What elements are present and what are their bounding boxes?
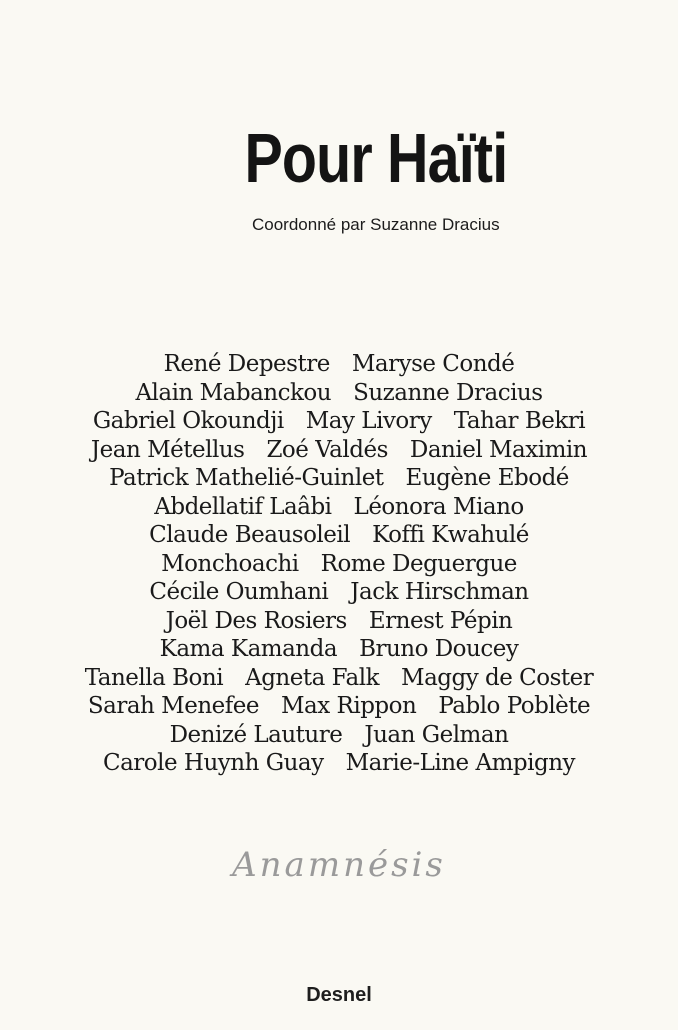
- author-name: René Depestre: [163, 351, 330, 377]
- author-row: [0, 692, 678, 721]
- author-list: [0, 350, 678, 778]
- book-subtitle: Coordonné par Suzanne Dracius: [252, 215, 500, 234]
- book-title: Pour Haïti: [244, 119, 508, 197]
- author-row: [0, 664, 678, 693]
- author-row: [0, 550, 678, 579]
- author-name: Max Rippon: [280, 693, 417, 719]
- author-row: [0, 721, 678, 750]
- author-row: [0, 436, 678, 465]
- author-row: [0, 607, 678, 636]
- author-name: Patrick Mathelié-Guinlet: [109, 465, 384, 491]
- author-row: [0, 493, 678, 522]
- author-name: Rome Deguergue: [320, 550, 517, 577]
- author-name: Kama Kamanda: [159, 636, 338, 662]
- author-name: Zoé Valdés: [266, 436, 388, 463]
- author-name: Maryse Condé: [351, 351, 515, 377]
- author-name: Claude Beausoleil: [149, 522, 351, 548]
- author-row: [0, 521, 678, 550]
- author-row: [0, 350, 678, 379]
- author-name: Agneta Falk: [245, 664, 380, 691]
- author-name: Monchoachi: [161, 550, 299, 577]
- author-row: [0, 464, 678, 493]
- author-name: Jack Hirschman: [350, 579, 529, 605]
- author-row: [0, 749, 678, 778]
- author-name: Jean Métellus: [90, 436, 245, 463]
- author-name: Bruno Doucey: [359, 636, 519, 662]
- author-name: Cécile Oumhani: [149, 579, 329, 605]
- author-name: Denizé Lauture: [169, 721, 343, 748]
- imprint-name: Anamnésis: [232, 845, 446, 885]
- author-name: Eugène Ebodé: [405, 465, 569, 491]
- author-name: Tanella Boni: [84, 664, 224, 691]
- author-name: Suzanne Dracius: [353, 379, 543, 406]
- author-name: Joël Des Rosiers: [165, 607, 347, 634]
- author-name: Koffi Kwahulé: [372, 522, 529, 548]
- author-row: [0, 635, 678, 664]
- author-name: Juan Gelman: [364, 721, 509, 748]
- author-name: Marie-Line Ampigny: [345, 750, 575, 776]
- author-name: Ernest Pépin: [368, 607, 513, 634]
- author-name: Maggy de Coster: [401, 664, 594, 691]
- author-name: Abdellatif Laâbi: [154, 493, 332, 520]
- author-name: Pablo Poblète: [438, 693, 591, 719]
- publisher-name: Desnel: [306, 984, 372, 1006]
- author-name: Léonora Miano: [353, 493, 524, 520]
- author-name: Tahar Bekri: [453, 408, 586, 434]
- author-name: Daniel Maximin: [409, 436, 588, 463]
- author-name: Sarah Menefee: [87, 693, 259, 719]
- author-row: [0, 407, 678, 436]
- author-name: Alain Mabanckou: [135, 379, 332, 406]
- author-name: May Livory: [305, 408, 432, 434]
- author-name: Gabriel Okoundji: [92, 408, 284, 434]
- author-row: [0, 379, 678, 408]
- author-row: [0, 578, 678, 607]
- author-name: Carole Huynh Guay: [102, 750, 324, 776]
